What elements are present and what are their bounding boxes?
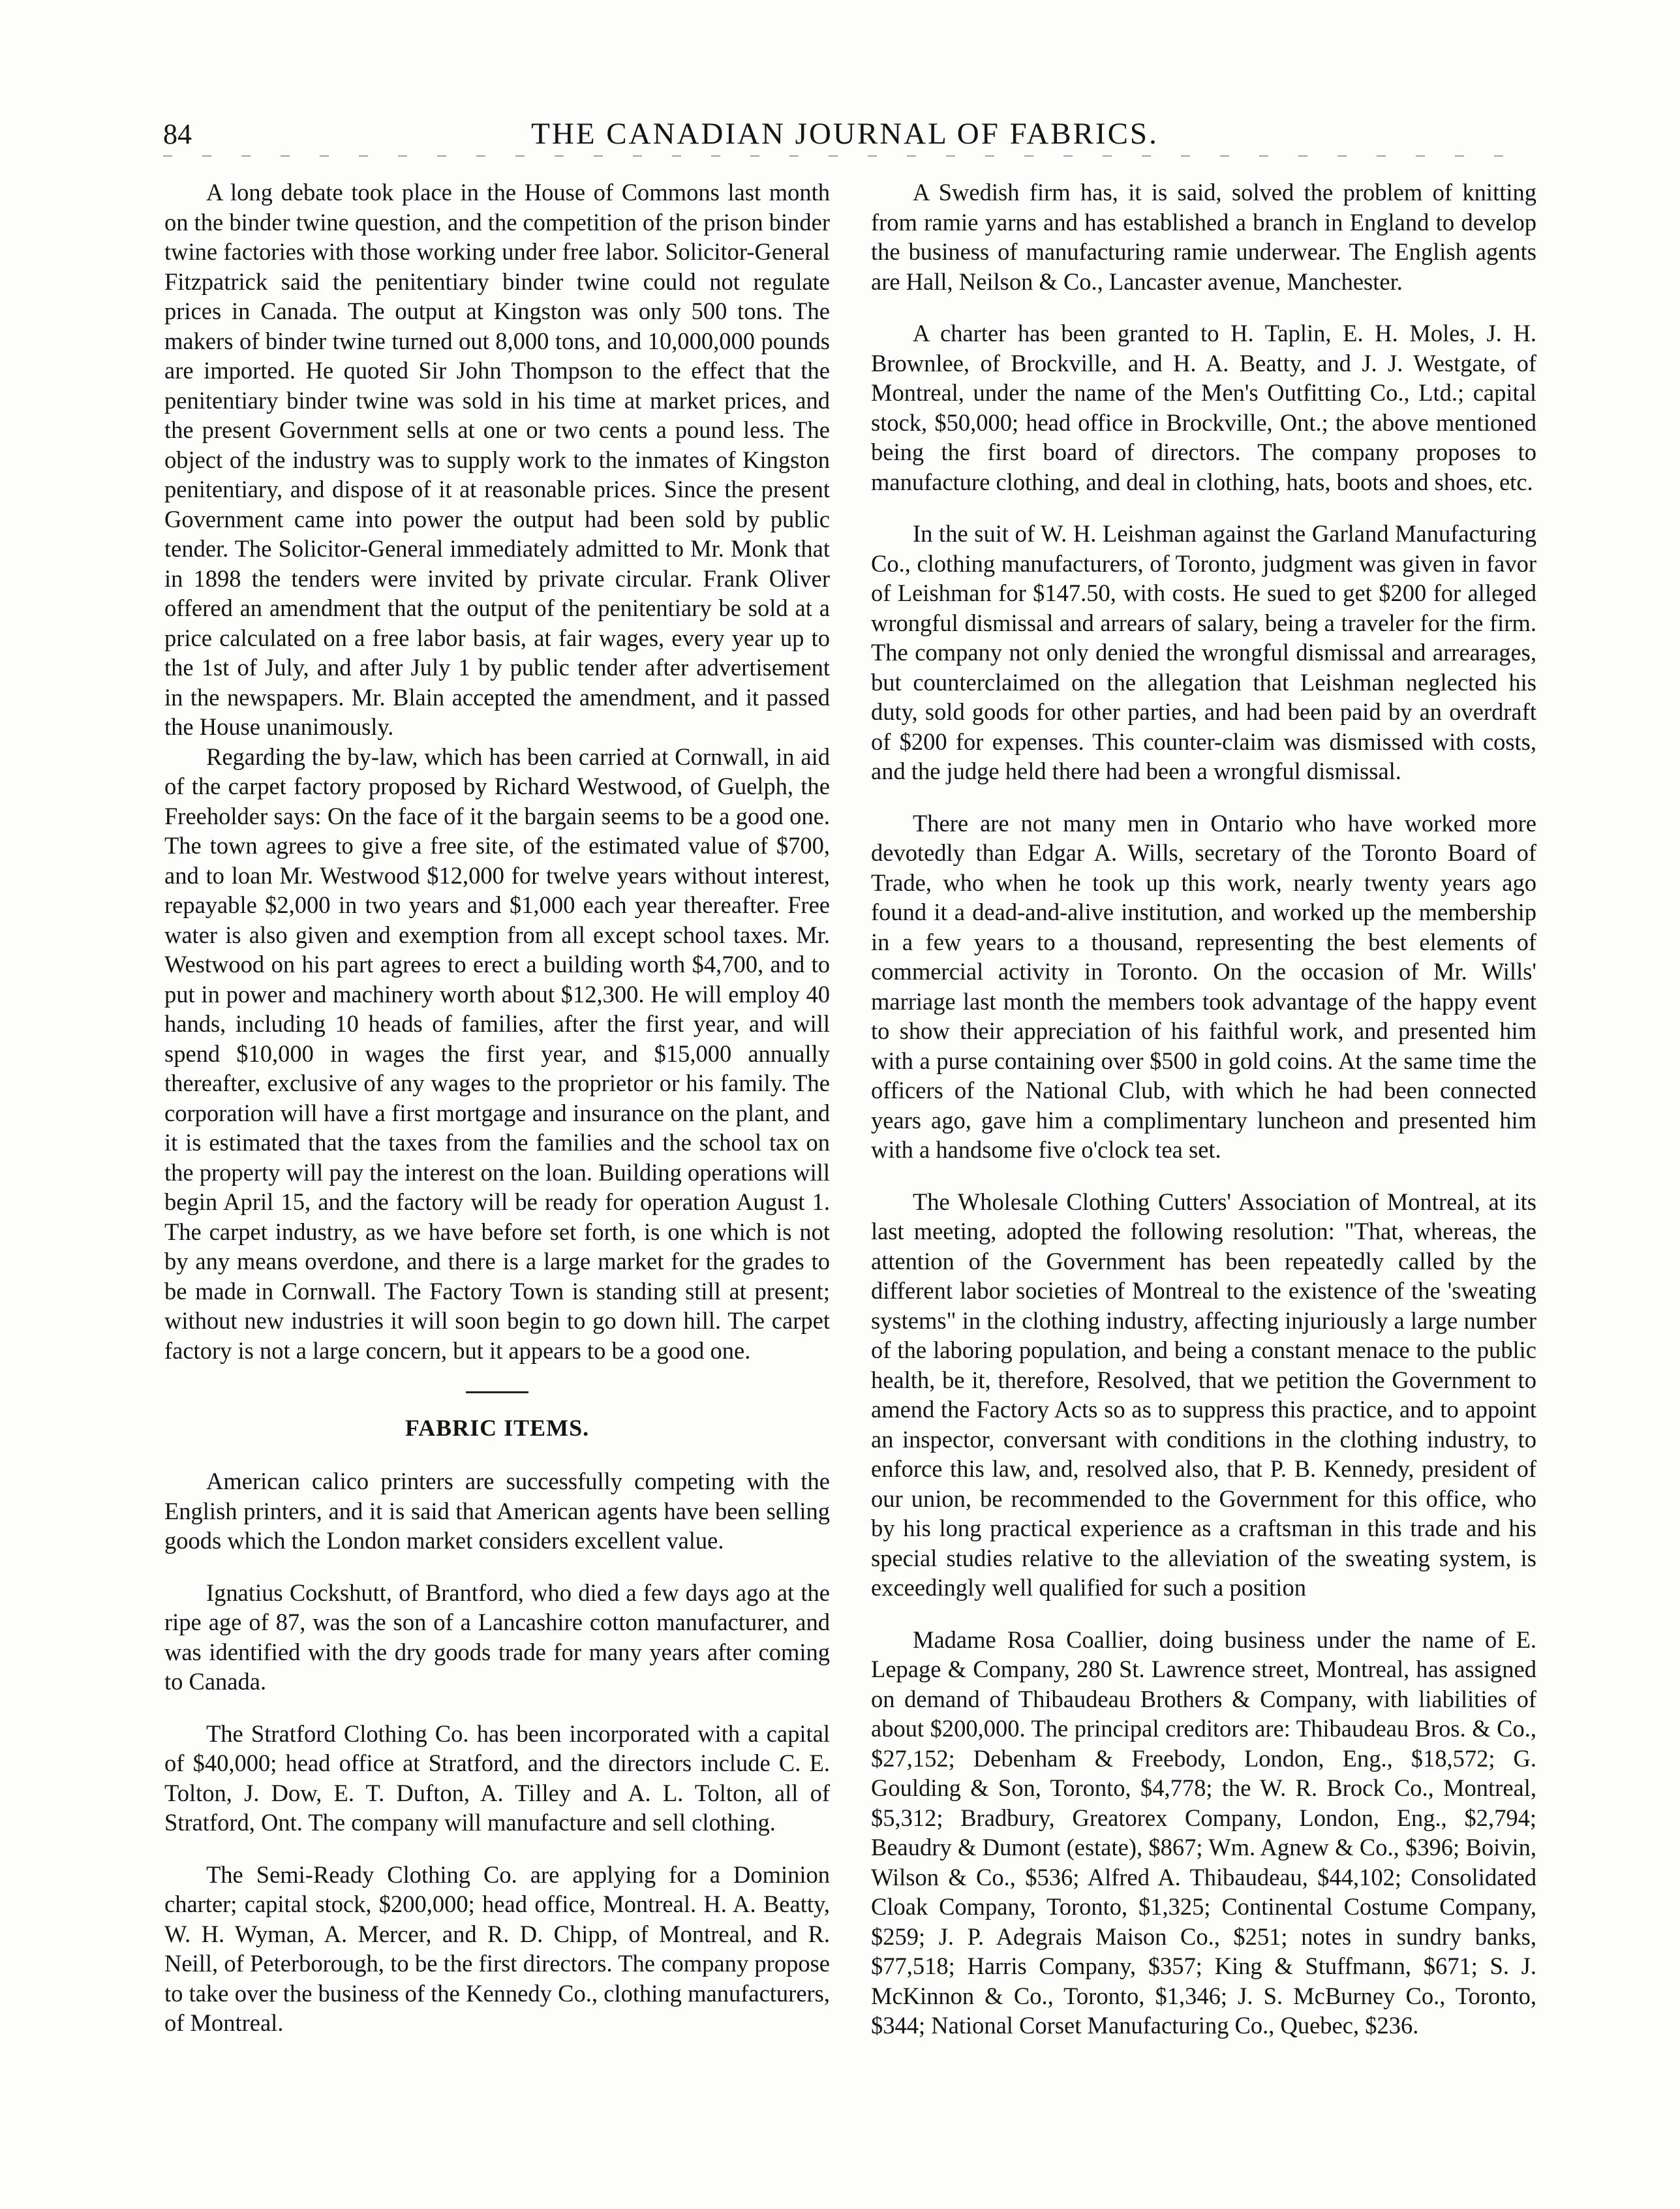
item-edgar-wills: There are not many men in Ontario who have worked more devotedly than Edgar A. Wills, secretary of the Toronto Board of Trade, who when he took up this work, nearly twenty years ago found it a dead-and-alive institution, and worked up the membership in a few years to a thousand, representing the best elements of commercial activity in Toronto. On the occasion of Mr. Wills' marriage last month the members took advantage of the happy event to show their appreciation of his faithful work, and presented him with a purse containing over $500 in gold coins. At the same time the officers of the National Club, with which he had been connected years ago, gave him a complimentary luncheon and presented him with a handsome five o'clock tea set. [871,809,1536,1163]
article-carpet-factory: Regarding the by-law, which has been carried at Cornwall, in aid of the carpet factory proposed by Richard Westwood, of Guelph, the Freeholder says: On the face of it the bargain seems to be a good one. The town agrees to give a free site, of the estimated value of $700, and to loan Mr. Westwood $12,000 for twelve years without interest, repayable $2,000 in two years and $1,000 each year thereafter. Free water is also given and exemption from all except school taxes. Mr. Westwood on his part agrees to erect a building worth $4,700, and to put in power and machinery worth about $12,300. He will employ 40 hands, including 10 heads of families, after the first year, and will spend $10,000 in wages the first year, and $15,000 annually thereafter, exclusive of any wages to the proprietor or his family. The corporation will have a first mortgage and insurance on the plant, and it is estimated that the taxes from the families and the school tax on the property will pay the interest on the loan. Building operations will begin April 15, and the factory will be ready for operation August 1. The carpet industry, as we have before set forth, is one which is not by any means overdone, and there is a large market for the grades to be made in Cornwall. The Factory Town is standing still at present; without new industries it will soon begin to go down hill. The carpet factory is not a large concern, but it appears to be a good one. [164,743,830,1364]
item-clothing-cutters-resolution: The Wholesale Clothing Cutters' Association of Montreal, at its last meeting, adopted the following resolution: "That, whereas, the attention of the Government has been repeatedly called by the different labor societies of Montreal to the existence of the 'sweating systems" in the clothing industry, affecting injuriously a large number of the laboring population, and being a constant menace to the public health, be it, therefore, Resolved, that we petition the Government to amend the Factory Acts so as to suppress this practice, and to appoint an inspector, conversant with conditions in the clothing industry, to enforce this law, and, resolved also, that P. B. Kennedy, president of our union, be recommended to the Government for this office, who by his long practical experience as a craftsman in this trade and his special studies relative to the alleviation of the sweating system, is exceedingly well qualified for such a position [871,1188,1536,1601]
item-calico-printers: American calico printers are successfully competing with the English printers, and it is said that American agents have been selling goods which the London market considers excellent value. [164,1468,830,1554]
page-header [163,111,1527,163]
right-column [871,178,1536,2041]
item-swedish-firm: A Swedish firm has, it is said, solved the problem of knitting from ramie yarns and has established a branch in England to develop the business of manufacturing ramie underwear. The English agents are Hall, Neilson & Co., Lancaster avenue, Manchester. [871,179,1536,295]
header-rule [163,155,1527,157]
section-heading: FABRIC ITEMS. [405,1415,590,1441]
left-column [164,178,830,2038]
item-leishman-suit: In the suit of W. H. Leishman against the Garland Manufacturing Co., clothing manufacturers, of Toronto, judgment was given in favor of Leishman for $147.50, with costs. He sued to get $200 for alleged wrongful dismissal and arrears of salary, being a traveler for the firm. The company not only denied the wrongful dismissal and arrearages, but counterclaimed on the allegation that Leishman neglected his duty, sold goods for other parties, and had been paid by an overdraft of $200 for expenses. This counter-claim was dismissed with costs, and the judge held there had been a wrongful dismissal. [871,520,1536,784]
item-rosa-coallier-assignment: Madame Rosa Coallier, doing business under the name of E. Lepage & Company, 280 St. Lawrence street, Montreal, has assigned on demand of Thibaudeau Brothers & Company, with liabilities of about $200,000. The principal creditors are: Thibaudeau Bros. & Co., $27,152; Debenham & Freebody, London, Eng., $18,572; G. Goulding & Son, Toronto, $4,778; the W. R. Brock Co., Montreal, $5,312; Bradbury, Greatorex Company, London, Eng., $2,794; Beaudry & Dumont (estate), $867; Wm. Agnew & Co., $396; Boivin, Wilson & Co., $536; Alfred A. Thibaudeau, $44,102; Consolidated Cloak Company, Toronto, $1,325; Continental Costume Company, $259; J. P. Adegrais Maison Co., $251; notes in sundry banks, $77,518; Harris Company, $357; King & Stuffmann, $671; S. J. McKinnon & Co., Toronto, $1,346; J. S. McBurney Co., Toronto, $344; National Corset Manufacturing Co., Quebec, $236. [871,1626,1536,2039]
article-binder-twine: A long debate took place in the House of Commons last month on the binder twine question, and the competition of the prison binder twine factories with those working under free labor. Solicitor-General Fitzpatrick said the penitentiary binder twine could not regulate prices in Canada. The output at Kingston was only 500 tons. The makers of binder twine turned out 8,000 tons, and 10,000,000 pounds are imported. He quoted Sir John Thompson to the effect that the penitentiary binder twine was sold in his time at market prices, and the present Government sells at one or two cents a pound less. The object of the industry was to supply work to the inmates of Kingston penitentiary, and dispose of it at reasonable prices. Since the present Government came into power the output had been sold by public tender. The Solicitor-General immediately admitted to Mr. Monk that in 1898 the tenders were invited by private circular. Frank Oliver offered an amendment that the output of the penitentiary be sold at a price calculated on a free labor basis, at fair wages, every year up to the 1st of July, and after July 1 by public tender after advertisement in the newspapers. Mr. Blain accepted the amendment, and it passed the House unanimously. [164,179,830,740]
item-mens-outfitting-charter: A charter has been granted to H. Taplin, E. H. Moles, J. H. Brownlee, of Brockville, and H. A. Beatty, and J. J. Westgate, of Montreal, under the name of the Men's Outfitting Co., Ltd.; capital stock, $50,000; head office in Brockville, Ont.; the above mentioned being the first board of directors. The company proposes to manufacture clothing, and deal in clothing, hats, boots and shoes, etc. [871,320,1536,495]
section-divider [466,1391,528,1393]
journal-title: THE CANADIAN JOURNAL OF FABRICS. [531,117,1159,151]
item-ignatius-cockshutt: Ignatius Cockshutt, of Brantford, who died a few days ago at the ripe age of 87, was the son of a Lancashire cotton manufacturer, and was identified with the dry goods trade for many years after coming to Canada. [164,1579,830,1695]
page-number: 84 [163,118,192,150]
item-semi-ready-clothing: The Semi-Ready Clothing Co. are applying for a Dominion charter; capital stock, $200,000; head office, Montreal. H. A. Beatty, W. H. Wyman, A. Mercer, and R. D. Chipp, of Montreal, and R. Neill, of Peterborough, to be the first directors. The company propose to take over the business of the Kennedy Co., clothing manufacturers, of Montreal. [164,1861,830,2036]
item-stratford-clothing: The Stratford Clothing Co. has been incorporated with a capital of $40,000; head office at Stratford, and the directors include C. E. Tolton, J. Dow, E. T. Dufton, A. Tilley and A. L. Tolton, all of Stratford, Ont. The company will manufacture and sell clothing. [164,1720,830,1836]
